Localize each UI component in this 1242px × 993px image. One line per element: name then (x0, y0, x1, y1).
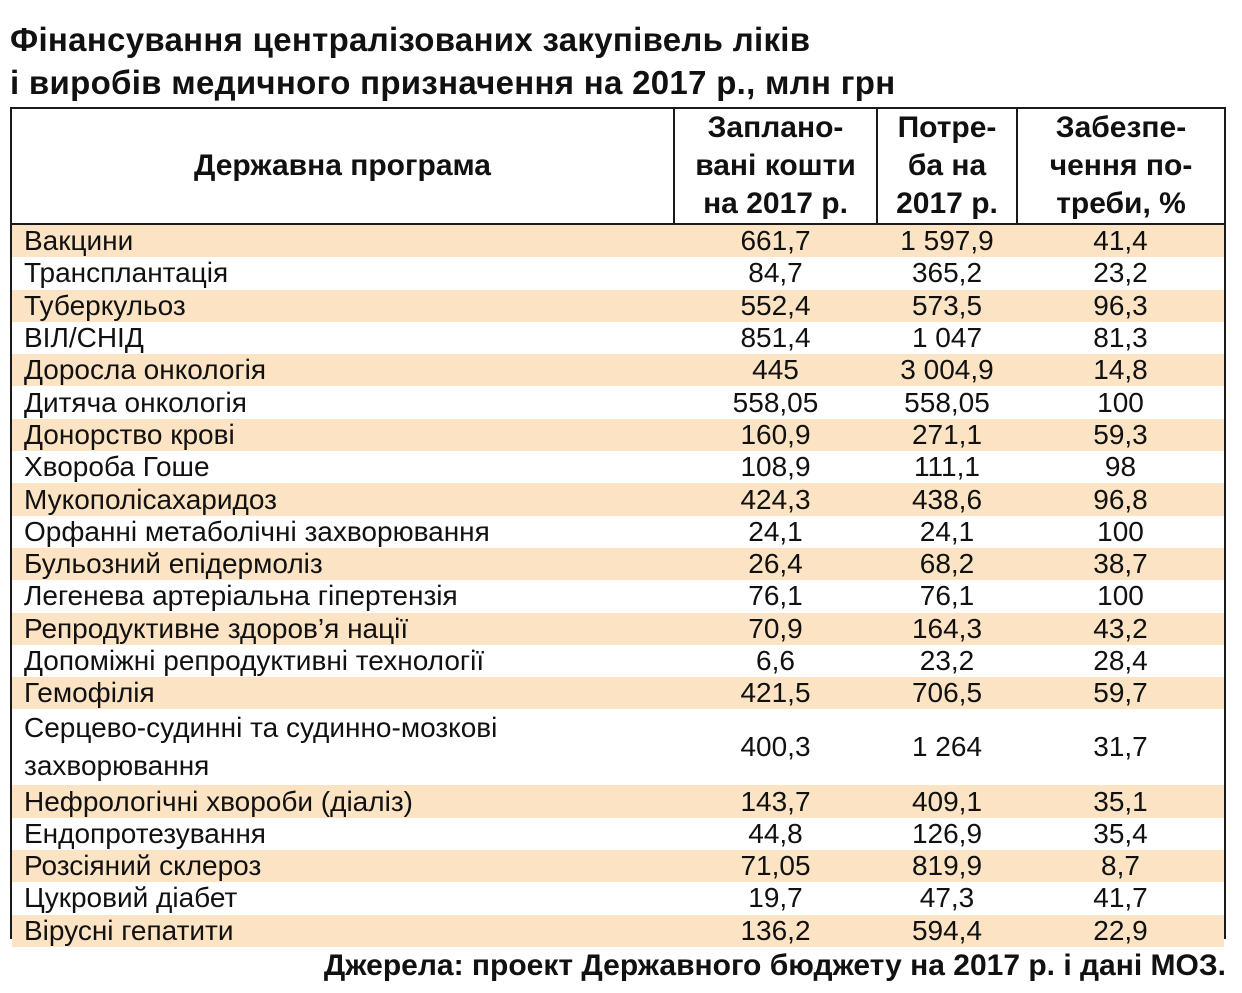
header-coverage-line-3: треби, % (1056, 187, 1186, 220)
cell-coverage: 96,8 (1017, 483, 1224, 515)
cell-program: Бульозний епідермоліз (12, 548, 674, 580)
cell-program: Туберкульоз (12, 290, 674, 322)
cell-need: 23,2 (919, 645, 975, 676)
cell-need: 24,1 (919, 515, 975, 547)
table-row (12, 483, 1224, 515)
cell-program: Хвороба Гоше (24, 451, 210, 483)
cell-program: Ендопротезування (24, 817, 266, 849)
table-row (12, 613, 1224, 645)
header-program-label: Державна програма (193, 149, 491, 182)
header-need-line-1: Потре- (897, 111, 997, 144)
cell-coverage: 59,7 (1017, 677, 1224, 709)
table-row (12, 419, 1224, 451)
cell-planned: 661,7 (674, 224, 877, 257)
table-row (12, 915, 1224, 947)
cell-planned: 108,9 (740, 451, 811, 483)
table-row (12, 224, 1224, 257)
cell-need: 76,1 (919, 580, 975, 612)
cell-program: Вірусні гепатити (12, 915, 674, 947)
cell-need: 47,3 (919, 882, 975, 914)
cell-planned: 71,05 (674, 850, 877, 882)
cell-planned: 143,7 (674, 785, 877, 817)
table-row (12, 290, 1224, 322)
cell-planned: 84,7 (748, 257, 803, 289)
table-row (12, 882, 1224, 914)
cell-planned: 19,7 (748, 882, 803, 914)
table-row (12, 451, 1224, 483)
cell-program: Мукополісахаридоз (12, 483, 674, 515)
cell-program: Гемофілія (12, 677, 674, 709)
cell-need: 409,1 (877, 785, 1017, 817)
cell-planned: 70,9 (674, 613, 877, 645)
cell-program: Доросла онкологія (12, 354, 674, 386)
cell-program: Орфанні метаболічні захворювання (24, 515, 490, 547)
title-line-1: Фінансування централізованих закупівель ліків (10, 21, 811, 58)
cell-coverage: 38,7 (1017, 548, 1224, 580)
cell-planned: 76,1 (748, 580, 803, 612)
table-row (12, 548, 1224, 580)
cell-planned: 421,5 (674, 677, 877, 709)
cell-coverage: 41,4 (1017, 224, 1224, 257)
cell-program: Донорство крові (12, 419, 674, 451)
cell-program: Розсіяний склероз (12, 850, 674, 882)
cell-planned: 6,6 (756, 645, 795, 676)
header-planned-line-3: на 2017 р. (703, 187, 848, 220)
cell-coverage: 23,2 (1093, 257, 1148, 289)
cell-coverage: 81,3 (1093, 322, 1148, 354)
header-planned-line-1: Заплано- (707, 111, 844, 144)
cell-program: Репродуктивне здоров’я нації (12, 613, 674, 645)
table-row (12, 645, 1224, 677)
cell-planned: 552,4 (674, 290, 877, 322)
table-row (12, 580, 1224, 612)
cell-coverage: 96,3 (1017, 290, 1224, 322)
cell-planned: 424,3 (674, 483, 877, 515)
cell-need: 365,2 (911, 257, 983, 289)
cell-coverage: 43,2 (1017, 613, 1224, 645)
cell-need: 1 264 (911, 731, 983, 763)
cell-planned: 26,4 (674, 548, 877, 580)
cell-need: 706,5 (877, 677, 1017, 709)
cell-need: 573,5 (877, 290, 1017, 322)
cell-coverage: 22,9 (1017, 915, 1224, 947)
cell-coverage: 98 (1104, 451, 1137, 483)
cell-need: 1 047 (911, 322, 983, 354)
table-row (12, 354, 1224, 386)
table-row (12, 677, 1224, 709)
cell-need: 558,05 (904, 386, 990, 418)
cell-coverage: 31,7 (1093, 731, 1148, 763)
cell-coverage: 41,7 (1093, 882, 1148, 914)
table-row (12, 257, 1224, 289)
cell-program: Дитяча онкологія (24, 386, 247, 418)
funding-table (12, 109, 1224, 947)
header-planned-line-2: вані кошти (695, 149, 856, 182)
cell-need: 68,2 (877, 548, 1017, 580)
cell-need: 594,4 (877, 915, 1017, 947)
cell-need: 271,1 (877, 419, 1017, 451)
header-program (12, 109, 674, 224)
cell-program: Цукровий діабет (24, 882, 238, 914)
page-title (10, 18, 1230, 104)
header-need-line-3: 2017 р. (896, 187, 998, 220)
header-coverage (1017, 109, 1224, 224)
table-header-row (12, 109, 1224, 224)
table-row (12, 850, 1224, 882)
cell-coverage: 59,3 (1017, 419, 1224, 451)
table-row (12, 322, 1224, 354)
title-line-2: і виробів медичного призначення на 2017 р., млн грн (10, 64, 896, 101)
cell-planned: 136,2 (674, 915, 877, 947)
cell-coverage: 100 (1097, 386, 1144, 418)
cell-need: 819,9 (877, 850, 1017, 882)
source-note: Джерела: проект Державного бюджету на 2017 р. і дані МОЗ. (323, 949, 1226, 982)
cell-planned: 160,9 (674, 419, 877, 451)
cell-coverage: 14,8 (1017, 354, 1224, 386)
cell-coverage: 35,4 (1093, 817, 1148, 849)
header-planned (674, 109, 877, 224)
cell-need: 164,3 (877, 613, 1017, 645)
cell-need: 3 004,9 (877, 354, 1017, 386)
cell-planned: 44,8 (748, 817, 803, 849)
cell-program: Допоміжні репродуктивні технології (24, 645, 485, 676)
cell-planned: 851,4 (740, 322, 811, 354)
cell-planned: 400,3 (740, 731, 811, 763)
cell-program: Вакцини (12, 224, 674, 257)
table-row (12, 386, 1224, 418)
cell-coverage: 8,7 (1017, 850, 1224, 882)
header-need-line-2: ба на (907, 149, 987, 182)
table-row (12, 818, 1224, 850)
cell-coverage: 100 (1097, 580, 1144, 612)
cell-planned: 558,05 (732, 386, 819, 418)
cell-program: ВІЛ/СНІД (24, 322, 144, 354)
cell-planned: 445 (674, 354, 877, 386)
table-row (12, 709, 1224, 785)
header-need (877, 109, 1017, 224)
table-body (12, 224, 1224, 947)
cell-coverage: 35,1 (1017, 785, 1224, 817)
cell-program: Серцево-судинні та судинно-мозкові захворювання (24, 712, 498, 782)
table-row (12, 785, 1224, 817)
cell-program: Легенева артеріальна гіпертензія (24, 580, 458, 612)
header-coverage-line-2: чення по- (1049, 149, 1193, 182)
data-table-frame (10, 107, 1226, 946)
cell-need: 111,1 (914, 451, 980, 483)
cell-need: 438,6 (877, 483, 1017, 515)
cell-coverage: 28,4 (1093, 645, 1148, 676)
cell-planned: 24,1 (748, 515, 803, 547)
cell-coverage: 100 (1097, 515, 1144, 547)
table-row (12, 516, 1224, 548)
header-coverage-line-1: Забезпе- (1055, 111, 1187, 144)
cell-need: 126,9 (911, 817, 983, 849)
cell-program: Трансплантація (24, 257, 229, 289)
cell-need: 1 597,9 (877, 224, 1017, 257)
cell-program: Нефрологічні хвороби (діаліз) (12, 785, 674, 817)
